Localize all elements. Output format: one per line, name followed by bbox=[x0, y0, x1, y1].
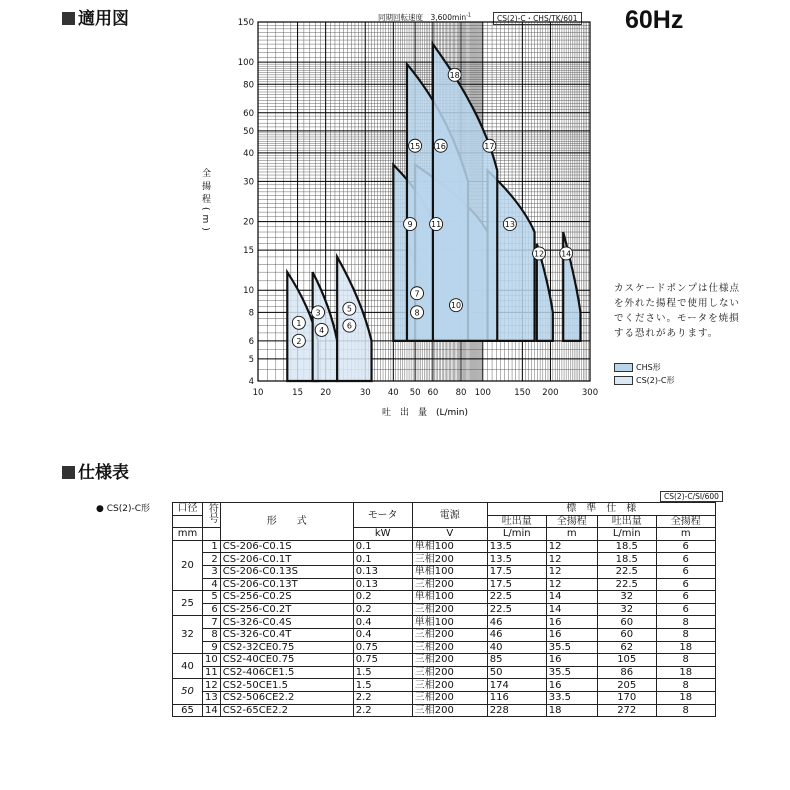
sym-cell: 10 bbox=[203, 654, 221, 667]
motor-cell: 1.5 bbox=[353, 666, 412, 679]
marker-label-7: 7 bbox=[414, 289, 420, 299]
x-tick-label: 15 bbox=[292, 388, 303, 398]
table-row bbox=[173, 691, 716, 704]
head1-cell: 12 bbox=[546, 565, 597, 578]
spec-table bbox=[172, 502, 716, 717]
table-row bbox=[173, 540, 716, 553]
sym-cell: 2 bbox=[203, 553, 221, 566]
model-cell: CS2-506CE2.2 bbox=[220, 691, 353, 704]
head2-cell: 18 bbox=[656, 641, 715, 654]
flow2-cell: 18.5 bbox=[597, 553, 656, 566]
flow1-cell: 174 bbox=[487, 679, 546, 692]
y-tick-label: 150 bbox=[237, 18, 254, 28]
marker-label-1: 1 bbox=[296, 318, 302, 328]
marker-label-11: 11 bbox=[431, 220, 442, 230]
y-tick-label: 60 bbox=[243, 108, 254, 119]
hdr-flow2: 吐出量 bbox=[597, 515, 656, 528]
model-cell: CS-326-C0.4S bbox=[220, 616, 353, 629]
marker-label-8: 8 bbox=[414, 308, 420, 318]
motor-cell: 0.13 bbox=[353, 565, 412, 578]
model-cell: CS2-406CE1.5 bbox=[220, 666, 353, 679]
flow2-cell: 170 bbox=[597, 691, 656, 704]
hdr-standard: 標 準 仕 様 bbox=[487, 503, 715, 516]
table-row bbox=[173, 553, 716, 566]
speed-caption: 同期回転速度 $3,600\min^{-1}$ bbox=[378, 12, 472, 22]
bore-cell: 25 bbox=[173, 591, 203, 616]
head2-cell: 6 bbox=[656, 578, 715, 591]
head1-cell: 16 bbox=[546, 616, 597, 629]
y-tick-label: 5 bbox=[248, 354, 254, 365]
model-cell: CS-206-C0.1S bbox=[220, 540, 353, 553]
motor-cell: 0.2 bbox=[353, 603, 412, 616]
power-cell: 三相200 bbox=[412, 553, 487, 566]
table-row bbox=[173, 641, 716, 654]
head1-cell: 12 bbox=[546, 540, 597, 553]
table-row bbox=[173, 679, 716, 692]
unit-head2: m bbox=[656, 528, 715, 541]
sym-cell: 12 bbox=[203, 679, 221, 692]
motor-cell: 0.75 bbox=[353, 654, 412, 667]
hdr-head1: 全揚程 bbox=[546, 515, 597, 528]
marker-label-2: 2 bbox=[296, 336, 302, 346]
y-tick-label: 10 bbox=[243, 286, 254, 297]
x-tick-label: 60 bbox=[427, 388, 439, 398]
sym-cell: 1 bbox=[203, 540, 221, 553]
head2-cell: 8 bbox=[656, 679, 715, 692]
head1-cell: 14 bbox=[546, 591, 597, 604]
series-label: ● CS(2)-C形 bbox=[96, 504, 151, 514]
motor-cell: 0.1 bbox=[353, 540, 412, 553]
bore-cell: 50 bbox=[173, 679, 203, 704]
unit-bore: mm bbox=[173, 528, 203, 541]
head2-cell: 8 bbox=[656, 616, 715, 629]
flow2-cell: 62 bbox=[597, 641, 656, 654]
power-cell: 三相200 bbox=[412, 691, 487, 704]
marker-label-18: 18 bbox=[449, 70, 460, 80]
square-bullet-icon bbox=[62, 466, 75, 479]
model-cell: CS-206-C0.1T bbox=[220, 553, 353, 566]
caution-note: カスケードポンプは仕様点を外れた揚程で使用しないでください。モータを焼損する恐れがあります。 bbox=[614, 283, 741, 339]
sym-cell: 14 bbox=[203, 704, 221, 717]
sym-cell: 11 bbox=[203, 666, 221, 679]
legend-swatch-chs bbox=[614, 363, 633, 372]
y-tick-label: 80 bbox=[243, 80, 254, 91]
marker-label-10: 10 bbox=[450, 301, 462, 311]
unit-power: V bbox=[412, 528, 487, 541]
marker-label-4: 4 bbox=[319, 325, 325, 335]
y-tick-label: 100 bbox=[237, 58, 254, 69]
marker-label-15: 15 bbox=[410, 141, 421, 151]
power-cell: 単相100 bbox=[412, 591, 487, 604]
x-tick-label: 300 bbox=[581, 388, 599, 398]
frequency-label: 60Hz bbox=[625, 6, 684, 34]
power-cell: 三相200 bbox=[412, 603, 487, 616]
power-cell: 三相200 bbox=[412, 641, 487, 654]
head1-cell: 35.5 bbox=[546, 641, 597, 654]
head1-cell: 16 bbox=[546, 679, 597, 692]
model-cell: CS-206-C0.13T bbox=[220, 578, 353, 591]
sym-cell: 4 bbox=[203, 578, 221, 591]
x-tick-label: 30 bbox=[359, 388, 371, 398]
legend-chs: CHS形 bbox=[614, 362, 661, 373]
flow2-cell: 86 bbox=[597, 666, 656, 679]
motor-cell: 0.13 bbox=[353, 578, 412, 591]
table-row bbox=[173, 578, 716, 591]
marker-label-16: 16 bbox=[435, 141, 446, 151]
table-row bbox=[173, 565, 716, 578]
motor-cell: 1.5 bbox=[353, 679, 412, 692]
hdr-power: 電源 bbox=[412, 503, 487, 528]
y-tick-label: 15 bbox=[243, 246, 254, 257]
range-area-cs-256 bbox=[337, 257, 371, 381]
hdr-flow1: 吐出量 bbox=[487, 515, 546, 528]
flow1-cell: 116 bbox=[487, 691, 546, 704]
flow2-cell: 18.5 bbox=[597, 540, 656, 553]
flow1-cell: 22.5 bbox=[487, 591, 546, 604]
unit-motor: kW bbox=[353, 528, 412, 541]
x-tick-label: 100 bbox=[474, 388, 491, 398]
head1-cell: 16 bbox=[546, 654, 597, 667]
flow2-cell: 272 bbox=[597, 704, 656, 717]
power-cell: 三相200 bbox=[412, 628, 487, 641]
x-tick-label: 80 bbox=[455, 388, 467, 398]
motor-cell: 0.2 bbox=[353, 591, 412, 604]
application-chart bbox=[0, 0, 610, 418]
head2-cell: 8 bbox=[656, 704, 715, 717]
head2-cell: 6 bbox=[656, 603, 715, 616]
motor-cell: 2.2 bbox=[353, 704, 412, 717]
head1-cell: 12 bbox=[546, 553, 597, 566]
bullet-dot-icon: ● bbox=[96, 504, 104, 514]
power-cell: 単相100 bbox=[412, 616, 487, 629]
model-cell: CS2-32CE0.75 bbox=[220, 641, 353, 654]
hdr-bore-blank bbox=[173, 515, 203, 528]
flow1-cell: 22.5 bbox=[487, 603, 546, 616]
sym-cell: 3 bbox=[203, 565, 221, 578]
table-row bbox=[173, 654, 716, 667]
marker-label-14: 14 bbox=[561, 249, 572, 259]
model-cell: CS2-65CE2.2 bbox=[220, 704, 353, 717]
hdr-head2: 全揚程 bbox=[656, 515, 715, 528]
y-tick-label: 40 bbox=[243, 148, 254, 159]
table-row bbox=[173, 591, 716, 604]
bore-cell: 20 bbox=[173, 540, 203, 590]
flow1-cell: 46 bbox=[487, 628, 546, 641]
unit-flow2: L/min bbox=[597, 528, 656, 541]
power-cell: 三相200 bbox=[412, 704, 487, 717]
bore-cell: 40 bbox=[173, 654, 203, 679]
marker-label-9: 9 bbox=[407, 220, 413, 230]
marker-label-17: 17 bbox=[484, 141, 495, 151]
model-cell: CS-206-C0.13S bbox=[220, 565, 353, 578]
head2-cell: 6 bbox=[656, 540, 715, 553]
table-row bbox=[173, 704, 716, 717]
flow1-cell: 13.5 bbox=[487, 540, 546, 553]
flow2-cell: 32 bbox=[597, 591, 656, 604]
chart-section-title: 適用図 bbox=[62, 4, 129, 29]
chart-code-label: CS(2)-C・CHS/TK/601 bbox=[493, 12, 582, 25]
head1-cell: 35.5 bbox=[546, 666, 597, 679]
power-cell: 三相200 bbox=[412, 679, 487, 692]
bore-cell: 32 bbox=[173, 616, 203, 654]
flow2-cell: 60 bbox=[597, 616, 656, 629]
model-cell: CS-326-C0.4T bbox=[220, 628, 353, 641]
head2-cell: 6 bbox=[656, 565, 715, 578]
y-tick-label: 20 bbox=[243, 217, 254, 228]
y-tick-label: 50 bbox=[243, 126, 254, 137]
x-tick-label: 150 bbox=[514, 388, 531, 398]
motor-cell: 0.75 bbox=[353, 641, 412, 654]
motor-cell: 0.4 bbox=[353, 628, 412, 641]
sym-cell: 7 bbox=[203, 616, 221, 629]
flow1-cell: 40 bbox=[487, 641, 546, 654]
table-row bbox=[173, 666, 716, 679]
model-cell: CS2-40CE0.75 bbox=[220, 654, 353, 667]
table-row bbox=[173, 603, 716, 616]
x-tick-label: 20 bbox=[320, 388, 332, 398]
head1-cell: 18 bbox=[546, 704, 597, 717]
power-cell: 三相200 bbox=[412, 578, 487, 591]
flow1-cell: 13.5 bbox=[487, 553, 546, 566]
marker-label-12: 12 bbox=[533, 249, 545, 259]
legend-swatch-csc bbox=[614, 376, 633, 385]
flow2-cell: 22.5 bbox=[597, 565, 656, 578]
hdr-sym: 符号 bbox=[203, 503, 221, 528]
y-tick-label: 8 bbox=[248, 308, 254, 319]
head1-cell: 16 bbox=[546, 628, 597, 641]
table-row bbox=[173, 616, 716, 629]
flow1-cell: 46 bbox=[487, 616, 546, 629]
motor-cell: 0.4 bbox=[353, 616, 412, 629]
unit-flow1: L/min bbox=[487, 528, 546, 541]
table-code-label: CS(2)-C/SI/600 bbox=[660, 491, 723, 502]
motor-cell: 0.1 bbox=[353, 553, 412, 566]
hdr-bore: 口径 bbox=[173, 503, 203, 516]
flow1-cell: 17.5 bbox=[487, 565, 546, 578]
bore-cell: 65 bbox=[173, 704, 203, 717]
flow2-cell: 205 bbox=[597, 679, 656, 692]
power-cell: 三相200 bbox=[412, 654, 487, 667]
marker-label-13: 13 bbox=[504, 220, 515, 230]
flow1-cell: 17.5 bbox=[487, 578, 546, 591]
y-axis-label: 全揚程(m) bbox=[200, 168, 210, 235]
head2-cell: 8 bbox=[656, 628, 715, 641]
model-cell: CS2-50CE1.5 bbox=[220, 679, 353, 692]
motor-cell: 2.2 bbox=[353, 691, 412, 704]
flow2-cell: 32 bbox=[597, 603, 656, 616]
head1-cell: 14 bbox=[546, 603, 597, 616]
model-cell: CS-256-C0.2T bbox=[220, 603, 353, 616]
x-tick-label: 200 bbox=[542, 388, 559, 398]
x-tick-label: 50 bbox=[409, 388, 421, 398]
flow1-cell: 50 bbox=[487, 666, 546, 679]
marker-label-3: 3 bbox=[315, 308, 321, 318]
hdr-motor: モータ bbox=[353, 503, 412, 528]
head2-cell: 8 bbox=[656, 654, 715, 667]
model-cell: CS-256-C0.2S bbox=[220, 591, 353, 604]
flow2-cell: 60 bbox=[597, 628, 656, 641]
sym-cell: 5 bbox=[203, 591, 221, 604]
power-cell: 単相100 bbox=[412, 540, 487, 553]
flow1-cell: 85 bbox=[487, 654, 546, 667]
head1-cell: 12 bbox=[546, 578, 597, 591]
marker-label-5: 5 bbox=[346, 304, 352, 314]
flow2-cell: 22.5 bbox=[597, 578, 656, 591]
y-tick-label: 6 bbox=[248, 336, 254, 347]
spec-section-title: 仕様表 bbox=[62, 458, 129, 483]
marker-label-6: 6 bbox=[346, 321, 352, 331]
power-cell: 三相200 bbox=[412, 666, 487, 679]
head1-cell: 33.5 bbox=[546, 691, 597, 704]
x-tick-label: 40 bbox=[387, 388, 399, 398]
head2-cell: 6 bbox=[656, 553, 715, 566]
sym-cell: 8 bbox=[203, 628, 221, 641]
flow2-cell: 105 bbox=[597, 654, 656, 667]
sym-cell: 6 bbox=[203, 603, 221, 616]
head2-cell: 18 bbox=[656, 666, 715, 679]
x-tick-label: 10 bbox=[252, 388, 264, 398]
unit-head1: m bbox=[546, 528, 597, 541]
power-cell: 単相100 bbox=[412, 565, 487, 578]
sym-cell: 9 bbox=[203, 641, 221, 654]
y-tick-label: 4 bbox=[248, 377, 254, 387]
table-row bbox=[173, 628, 716, 641]
sym-cell: 13 bbox=[203, 691, 221, 704]
flow1-cell: 228 bbox=[487, 704, 546, 717]
head2-cell: 18 bbox=[656, 691, 715, 704]
y-tick-label: 30 bbox=[243, 177, 254, 188]
legend-csc: CS(2)-C形 bbox=[614, 375, 674, 386]
head2-cell: 6 bbox=[656, 591, 715, 604]
hdr-model: 形 式 bbox=[220, 503, 353, 541]
x-axis-label: 吐 出 量 (L/min) bbox=[381, 408, 469, 418]
unit-sym-blank bbox=[203, 528, 221, 541]
